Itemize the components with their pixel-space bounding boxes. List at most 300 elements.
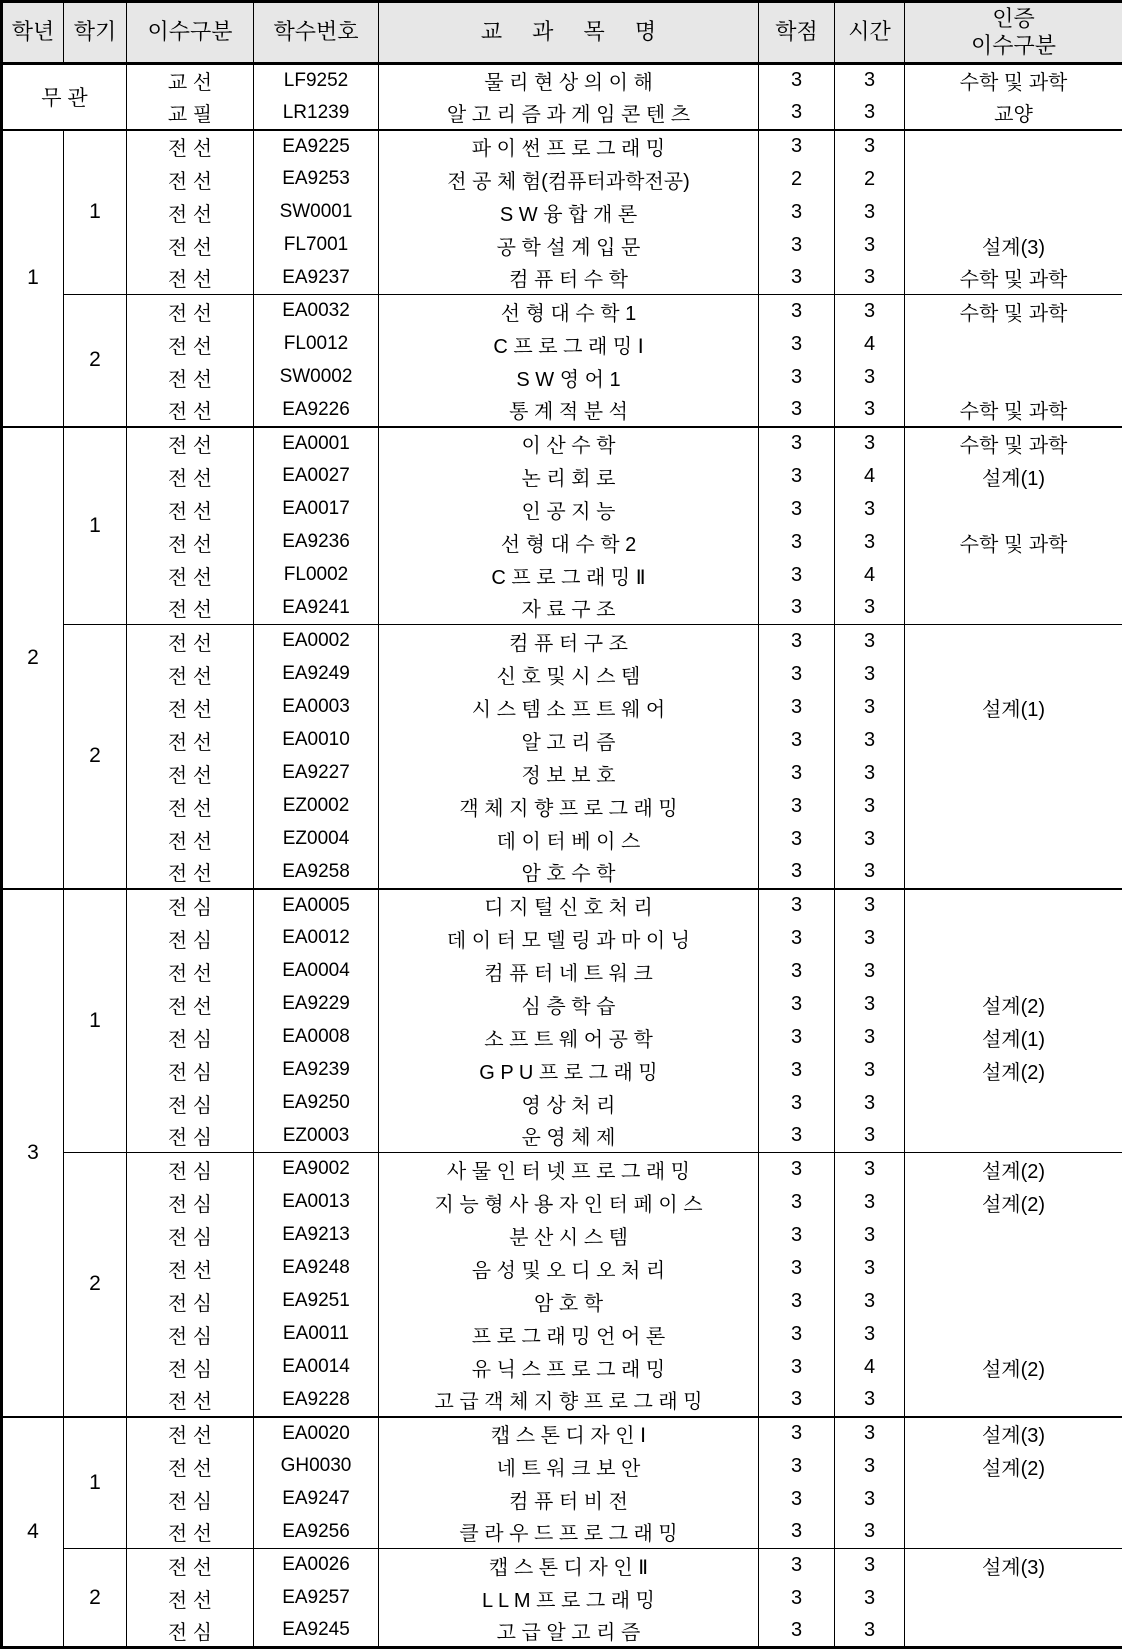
course-code-cell: EA0004 <box>254 955 379 988</box>
course-code-cell: EA9229 <box>254 988 379 1021</box>
credits-cell: 3 <box>759 1384 835 1417</box>
table-row <box>2 526 1122 559</box>
credits-cell: 3 <box>759 922 835 955</box>
credits-cell: 3 <box>759 790 835 823</box>
credits-cell: 3 <box>759 1351 835 1384</box>
course-type-cell: 전 선 <box>127 394 254 427</box>
cert-type-cell <box>905 658 1122 691</box>
course-code-cell: EA9251 <box>254 1285 379 1318</box>
course-type-cell: 전 심 <box>127 1186 254 1219</box>
course-name-cell: 시 스 템 소 프 트 웨 어 <box>379 691 759 724</box>
course-name-cell: 유 닉 스 프 로 그 래 밍 <box>379 1351 759 1384</box>
table-row <box>2 856 1122 889</box>
course-type-cell: 전 심 <box>127 1285 254 1318</box>
cert-type-cell: 설계(2) <box>905 1054 1122 1087</box>
course-type-cell: 교 선 <box>127 64 254 97</box>
credits-cell: 3 <box>759 1450 835 1483</box>
hours-cell: 3 <box>835 493 905 526</box>
course-name-cell: S W 융 합 개 론 <box>379 196 759 229</box>
credits-cell: 3 <box>759 691 835 724</box>
course-type-cell: 전 선 <box>127 328 254 361</box>
table-row <box>2 1483 1122 1516</box>
col-header-cert-line2: 이수구분 <box>971 33 1056 58</box>
table-row <box>2 1549 1122 1582</box>
cert-type-cell: 설계(2) <box>905 1351 1122 1384</box>
hours-cell: 3 <box>835 1285 905 1318</box>
course-name-cell: 컴 퓨 터 구 조 <box>379 625 759 658</box>
course-name-cell: 이 산 수 학 <box>379 427 759 460</box>
course-name-cell: G P U 프 로 그 래 밍 <box>379 1054 759 1087</box>
course-code-cell: EA0002 <box>254 625 379 658</box>
credits-cell: 3 <box>759 559 835 592</box>
course-code-cell: EA0020 <box>254 1417 379 1450</box>
table-row <box>2 922 1122 955</box>
cert-type-cell: 수학 및 과학 <box>905 526 1122 559</box>
table-row <box>2 1516 1122 1549</box>
table-row <box>2 1351 1122 1384</box>
course-name-cell: 암 호 수 학 <box>379 856 759 889</box>
hours-cell: 3 <box>835 790 905 823</box>
course-code-cell: EA9225 <box>254 130 379 163</box>
credits-cell: 3 <box>759 1054 835 1087</box>
course-type-cell: 전 선 <box>127 592 254 625</box>
course-code-cell: EA0005 <box>254 889 379 922</box>
table-row <box>2 691 1122 724</box>
course-code-cell: EA9250 <box>254 1087 379 1120</box>
table-row <box>2 295 1122 328</box>
course-code-cell: EA0012 <box>254 922 379 955</box>
course-type-cell: 전 선 <box>127 196 254 229</box>
course-type-cell: 전 심 <box>127 1120 254 1153</box>
semester-cell: 2 <box>64 1549 127 1648</box>
cert-type-cell <box>905 361 1122 394</box>
table-row <box>2 988 1122 1021</box>
course-type-cell: 전 선 <box>127 691 254 724</box>
course-type-cell: 전 선 <box>127 1252 254 1285</box>
hours-cell: 3 <box>835 1252 905 1285</box>
credits-cell: 3 <box>759 196 835 229</box>
course-name-cell: 캡 스 톤 디 자 인 Ⅰ <box>379 1417 759 1450</box>
credits-cell: 3 <box>759 592 835 625</box>
hours-cell: 4 <box>835 328 905 361</box>
hours-cell: 3 <box>835 1054 905 1087</box>
semester-cell: 1 <box>64 1417 127 1549</box>
course-code-cell: EZ0003 <box>254 1120 379 1153</box>
col-header-type: 이수구분 <box>127 2 254 64</box>
course-name-cell: 자 료 구 조 <box>379 592 759 625</box>
table-row <box>2 592 1122 625</box>
col-header-hours: 시간 <box>835 2 905 64</box>
course-name-cell: 영 상 처 리 <box>379 1087 759 1120</box>
course-name-cell: 분 산 시 스 템 <box>379 1219 759 1252</box>
credits-cell: 3 <box>759 1549 835 1582</box>
credits-cell: 3 <box>759 625 835 658</box>
cert-type-cell <box>905 1219 1122 1252</box>
col-header-year: 학년 <box>2 2 64 64</box>
hours-cell: 3 <box>835 1516 905 1549</box>
course-type-cell: 전 선 <box>127 790 254 823</box>
hours-cell: 3 <box>835 1153 905 1186</box>
table-row <box>2 658 1122 691</box>
hours-cell: 3 <box>835 64 905 97</box>
course-type-cell: 전 심 <box>127 1483 254 1516</box>
table-row <box>2 1318 1122 1351</box>
hours-cell: 3 <box>835 130 905 163</box>
hours-cell: 3 <box>835 1483 905 1516</box>
course-code-cell: EA9226 <box>254 394 379 427</box>
hours-cell: 3 <box>835 988 905 1021</box>
course-type-cell: 전 심 <box>127 1153 254 1186</box>
course-name-cell: 운 영 체 제 <box>379 1120 759 1153</box>
hours-cell: 4 <box>835 460 905 493</box>
hours-cell: 3 <box>835 1615 905 1648</box>
course-type-cell: 전 심 <box>127 1087 254 1120</box>
course-name-cell: 프 로 그 래 밍 언 어 론 <box>379 1318 759 1351</box>
course-type-cell: 전 선 <box>127 856 254 889</box>
course-code-cell: EA0010 <box>254 724 379 757</box>
cert-type-cell <box>905 1483 1122 1516</box>
credits-cell: 3 <box>759 988 835 1021</box>
hours-cell: 3 <box>835 262 905 295</box>
table-row <box>2 1384 1122 1417</box>
col-header-credits: 학점 <box>759 2 835 64</box>
credits-cell: 3 <box>759 295 835 328</box>
course-name-cell: 디 지 털 신 호 처 리 <box>379 889 759 922</box>
table-row <box>2 1153 1122 1186</box>
cert-type-cell <box>905 790 1122 823</box>
table-row <box>2 1087 1122 1120</box>
semester-cell: 2 <box>64 625 127 889</box>
credits-cell: 3 <box>759 658 835 691</box>
course-name-cell: 심 층 학 습 <box>379 988 759 1021</box>
cert-type-cell <box>905 163 1122 196</box>
cert-type-cell <box>905 1516 1122 1549</box>
course-type-cell: 전 선 <box>127 295 254 328</box>
course-name-cell: 컴 퓨 터 네 트 워 크 <box>379 955 759 988</box>
table-row <box>2 97 1122 130</box>
semester-cell: 2 <box>64 295 127 427</box>
course-name-cell: 고 급 객 체 지 향 프 로 그 래 밍 <box>379 1384 759 1417</box>
cert-type-cell <box>905 757 1122 790</box>
course-code-cell: EA9248 <box>254 1252 379 1285</box>
course-name-cell: 객 체 지 향 프 로 그 래 밍 <box>379 790 759 823</box>
cert-type-cell <box>905 493 1122 526</box>
credits-cell: 3 <box>759 757 835 790</box>
course-code-cell: EA9249 <box>254 658 379 691</box>
course-type-cell: 전 선 <box>127 460 254 493</box>
course-code-cell: EA0026 <box>254 1549 379 1582</box>
cert-type-cell: 수학 및 과학 <box>905 427 1122 460</box>
semester-cell: 1 <box>64 889 127 1153</box>
cert-type-cell <box>905 1615 1122 1648</box>
course-name-cell: 논 리 회 로 <box>379 460 759 493</box>
course-type-cell: 전 선 <box>127 1384 254 1417</box>
hours-cell: 3 <box>835 1384 905 1417</box>
hours-cell: 3 <box>835 856 905 889</box>
course-type-cell: 전 선 <box>127 988 254 1021</box>
course-name-cell: 선 형 대 수 학 2 <box>379 526 759 559</box>
course-name-cell: C 프 로 그 래 밍 Ⅱ <box>379 559 759 592</box>
credits-cell: 3 <box>759 97 835 130</box>
hours-cell: 3 <box>835 1186 905 1219</box>
hours-cell: 4 <box>835 559 905 592</box>
cert-type-cell: 수학 및 과학 <box>905 262 1122 295</box>
course-type-cell: 전 심 <box>127 1021 254 1054</box>
hours-cell: 3 <box>835 757 905 790</box>
hours-cell: 3 <box>835 1450 905 1483</box>
course-type-cell: 교 필 <box>127 97 254 130</box>
course-type-cell: 전 심 <box>127 1615 254 1648</box>
hours-cell: 3 <box>835 691 905 724</box>
course-type-cell: 전 선 <box>127 1549 254 1582</box>
course-type-cell: 전 선 <box>127 955 254 988</box>
table-row <box>2 559 1122 592</box>
credits-cell: 3 <box>759 1021 835 1054</box>
table-row <box>2 1219 1122 1252</box>
course-type-cell: 전 선 <box>127 559 254 592</box>
table-row <box>2 955 1122 988</box>
hours-cell: 3 <box>835 592 905 625</box>
table-row <box>2 361 1122 394</box>
table-row <box>2 790 1122 823</box>
cert-type-cell <box>905 1582 1122 1615</box>
credits-cell: 3 <box>759 328 835 361</box>
credits-cell: 3 <box>759 229 835 262</box>
semester-cell: 1 <box>64 427 127 625</box>
course-name-cell: 물 리 현 상 의 이 해 <box>379 64 759 97</box>
cert-type-cell <box>905 955 1122 988</box>
course-name-cell: L L M 프 로 그 래 밍 <box>379 1582 759 1615</box>
credits-cell: 3 <box>759 955 835 988</box>
table-row <box>2 724 1122 757</box>
course-name-cell: 데 이 터 베 이 스 <box>379 823 759 856</box>
table-row <box>2 1120 1122 1153</box>
course-type-cell: 전 심 <box>127 1318 254 1351</box>
col-header-semester: 학기 <box>64 2 127 64</box>
course-code-cell: EA9237 <box>254 262 379 295</box>
course-code-cell: FL7001 <box>254 229 379 262</box>
course-code-cell: SW0001 <box>254 196 379 229</box>
course-code-cell: FL0002 <box>254 559 379 592</box>
table-row <box>2 889 1122 922</box>
hours-cell: 3 <box>835 1318 905 1351</box>
table-row <box>2 1450 1122 1483</box>
course-name-cell: 소 프 트 웨 어 공 학 <box>379 1021 759 1054</box>
table-row <box>2 1615 1122 1648</box>
cert-type-cell <box>905 1120 1122 1153</box>
hours-cell: 3 <box>835 1582 905 1615</box>
col-header-course: 교 과 목 명 <box>379 2 759 64</box>
course-name-cell: 네 트 워 크 보 안 <box>379 1450 759 1483</box>
year-cell: 무 관 <box>2 64 127 130</box>
hours-cell: 4 <box>835 1351 905 1384</box>
course-type-cell: 전 선 <box>127 493 254 526</box>
course-type-cell: 전 심 <box>127 1219 254 1252</box>
credits-cell: 3 <box>759 856 835 889</box>
table-row <box>2 1021 1122 1054</box>
hours-cell: 3 <box>835 295 905 328</box>
table-row <box>2 262 1122 295</box>
course-type-cell: 전 선 <box>127 361 254 394</box>
hours-cell: 3 <box>835 1021 905 1054</box>
cert-type-cell: 설계(1) <box>905 691 1122 724</box>
course-code-cell: EA9256 <box>254 1516 379 1549</box>
course-code-cell: EA9253 <box>254 163 379 196</box>
hours-cell: 3 <box>835 1120 905 1153</box>
cert-type-cell <box>905 922 1122 955</box>
course-name-cell: 사 물 인 터 넷 프 로 그 래 밍 <box>379 1153 759 1186</box>
cert-type-cell: 설계(2) <box>905 1450 1122 1483</box>
credits-cell: 3 <box>759 1252 835 1285</box>
course-name-cell: 공 학 설 계 입 문 <box>379 229 759 262</box>
hours-cell: 3 <box>835 658 905 691</box>
cert-type-cell <box>905 1285 1122 1318</box>
semester-cell: 2 <box>64 1153 127 1417</box>
col-header-cert-line1: 인증 <box>992 6 1035 31</box>
table-body <box>2 64 1122 1648</box>
hours-cell: 3 <box>835 1087 905 1120</box>
course-code-cell: FL0012 <box>254 328 379 361</box>
course-code-cell: EA9245 <box>254 1615 379 1648</box>
hours-cell: 3 <box>835 1219 905 1252</box>
cert-type-cell: 설계(1) <box>905 460 1122 493</box>
credits-cell: 3 <box>759 262 835 295</box>
cert-type-cell: 설계(2) <box>905 1186 1122 1219</box>
course-type-cell: 전 선 <box>127 130 254 163</box>
course-type-cell: 전 선 <box>127 526 254 559</box>
cert-type-cell <box>905 130 1122 163</box>
course-code-cell: EA0011 <box>254 1318 379 1351</box>
course-code-cell: EA0017 <box>254 493 379 526</box>
cert-type-cell <box>905 724 1122 757</box>
hours-cell: 3 <box>835 1549 905 1582</box>
credits-cell: 3 <box>759 64 835 97</box>
cert-type-cell: 설계(3) <box>905 229 1122 262</box>
hours-cell: 3 <box>835 427 905 460</box>
course-code-cell: GH0030 <box>254 1450 379 1483</box>
course-code-cell: EA9239 <box>254 1054 379 1087</box>
hours-cell: 3 <box>835 394 905 427</box>
course-code-cell: EA0003 <box>254 691 379 724</box>
table-header <box>2 2 1122 64</box>
credits-cell: 2 <box>759 163 835 196</box>
cert-type-cell <box>905 559 1122 592</box>
course-type-cell: 전 심 <box>127 922 254 955</box>
course-type-cell: 전 선 <box>127 229 254 262</box>
cert-type-cell <box>905 196 1122 229</box>
table-row <box>2 625 1122 658</box>
course-code-cell: EA9236 <box>254 526 379 559</box>
cert-type-cell: 수학 및 과학 <box>905 64 1122 97</box>
course-name-cell: 캡 스 톤 디 자 인 Ⅱ <box>379 1549 759 1582</box>
hours-cell: 3 <box>835 922 905 955</box>
course-name-cell: 알 고 리 즘 과 게 임 콘 텐 츠 <box>379 97 759 130</box>
course-code-cell: EA0032 <box>254 295 379 328</box>
course-name-cell: 컴 퓨 터 비 전 <box>379 1483 759 1516</box>
course-type-cell: 전 선 <box>127 757 254 790</box>
table-row <box>2 394 1122 427</box>
table-row <box>2 328 1122 361</box>
cert-type-cell <box>905 823 1122 856</box>
course-name-cell: 전 공 체 험(컴퓨터과학전공) <box>379 163 759 196</box>
hours-cell: 3 <box>835 724 905 757</box>
credits-cell: 3 <box>759 1582 835 1615</box>
col-header-code: 학수번호 <box>254 2 379 64</box>
course-type-cell: 전 선 <box>127 823 254 856</box>
cert-type-cell <box>905 1318 1122 1351</box>
year-cell: 4 <box>2 1417 64 1648</box>
credits-cell: 3 <box>759 724 835 757</box>
course-code-cell: EA0013 <box>254 1186 379 1219</box>
course-type-cell: 전 선 <box>127 1582 254 1615</box>
table-row <box>2 493 1122 526</box>
credits-cell: 3 <box>759 1285 835 1318</box>
course-name-cell: S W 영 어 1 <box>379 361 759 394</box>
course-name-cell: 지 능 형 사 용 자 인 터 페 이 스 <box>379 1186 759 1219</box>
course-code-cell: EA0008 <box>254 1021 379 1054</box>
course-type-cell: 전 선 <box>127 262 254 295</box>
course-code-cell: EA9227 <box>254 757 379 790</box>
credits-cell: 3 <box>759 526 835 559</box>
hours-cell: 3 <box>835 955 905 988</box>
course-code-cell: LR1239 <box>254 97 379 130</box>
table-row <box>2 1186 1122 1219</box>
course-name-cell: 데 이 터 모 델 링 과 마 이 닝 <box>379 922 759 955</box>
course-type-cell: 전 선 <box>127 1516 254 1549</box>
credits-cell: 3 <box>759 394 835 427</box>
hours-cell: 3 <box>835 625 905 658</box>
credits-cell: 3 <box>759 1615 835 1648</box>
credits-cell: 3 <box>759 1186 835 1219</box>
course-name-cell: 고 급 알 고 리 즘 <box>379 1615 759 1648</box>
table-row <box>2 460 1122 493</box>
credits-cell: 3 <box>759 1516 835 1549</box>
course-type-cell: 전 심 <box>127 889 254 922</box>
course-type-cell: 전 선 <box>127 427 254 460</box>
credits-cell: 3 <box>759 427 835 460</box>
col-header-cert <box>905 2 1122 64</box>
hours-cell: 3 <box>835 361 905 394</box>
course-code-cell: EA0027 <box>254 460 379 493</box>
cert-type-cell <box>905 1087 1122 1120</box>
credits-cell: 3 <box>759 1153 835 1186</box>
table-row <box>2 757 1122 790</box>
cert-type-cell: 설계(2) <box>905 1153 1122 1186</box>
table-row <box>2 130 1122 163</box>
course-name-cell: 인 공 지 능 <box>379 493 759 526</box>
table-row <box>2 196 1122 229</box>
course-type-cell: 전 선 <box>127 1417 254 1450</box>
course-type-cell: 전 심 <box>127 1351 254 1384</box>
table-row <box>2 1285 1122 1318</box>
course-type-cell: 전 선 <box>127 658 254 691</box>
cert-type-cell <box>905 1252 1122 1285</box>
course-code-cell: EA9228 <box>254 1384 379 1417</box>
course-type-cell: 전 선 <box>127 1450 254 1483</box>
cert-type-cell <box>905 625 1122 658</box>
cert-type-cell <box>905 1384 1122 1417</box>
hours-cell: 3 <box>835 196 905 229</box>
table-row <box>2 1417 1122 1450</box>
course-code-cell: EZ0002 <box>254 790 379 823</box>
table-row <box>2 229 1122 262</box>
course-code-cell: EA0001 <box>254 427 379 460</box>
credits-cell: 3 <box>759 1120 835 1153</box>
course-name-cell: 정 보 보 호 <box>379 757 759 790</box>
credits-cell: 3 <box>759 1318 835 1351</box>
cert-type-cell <box>905 856 1122 889</box>
course-name-cell: 알 고 리 즘 <box>379 724 759 757</box>
